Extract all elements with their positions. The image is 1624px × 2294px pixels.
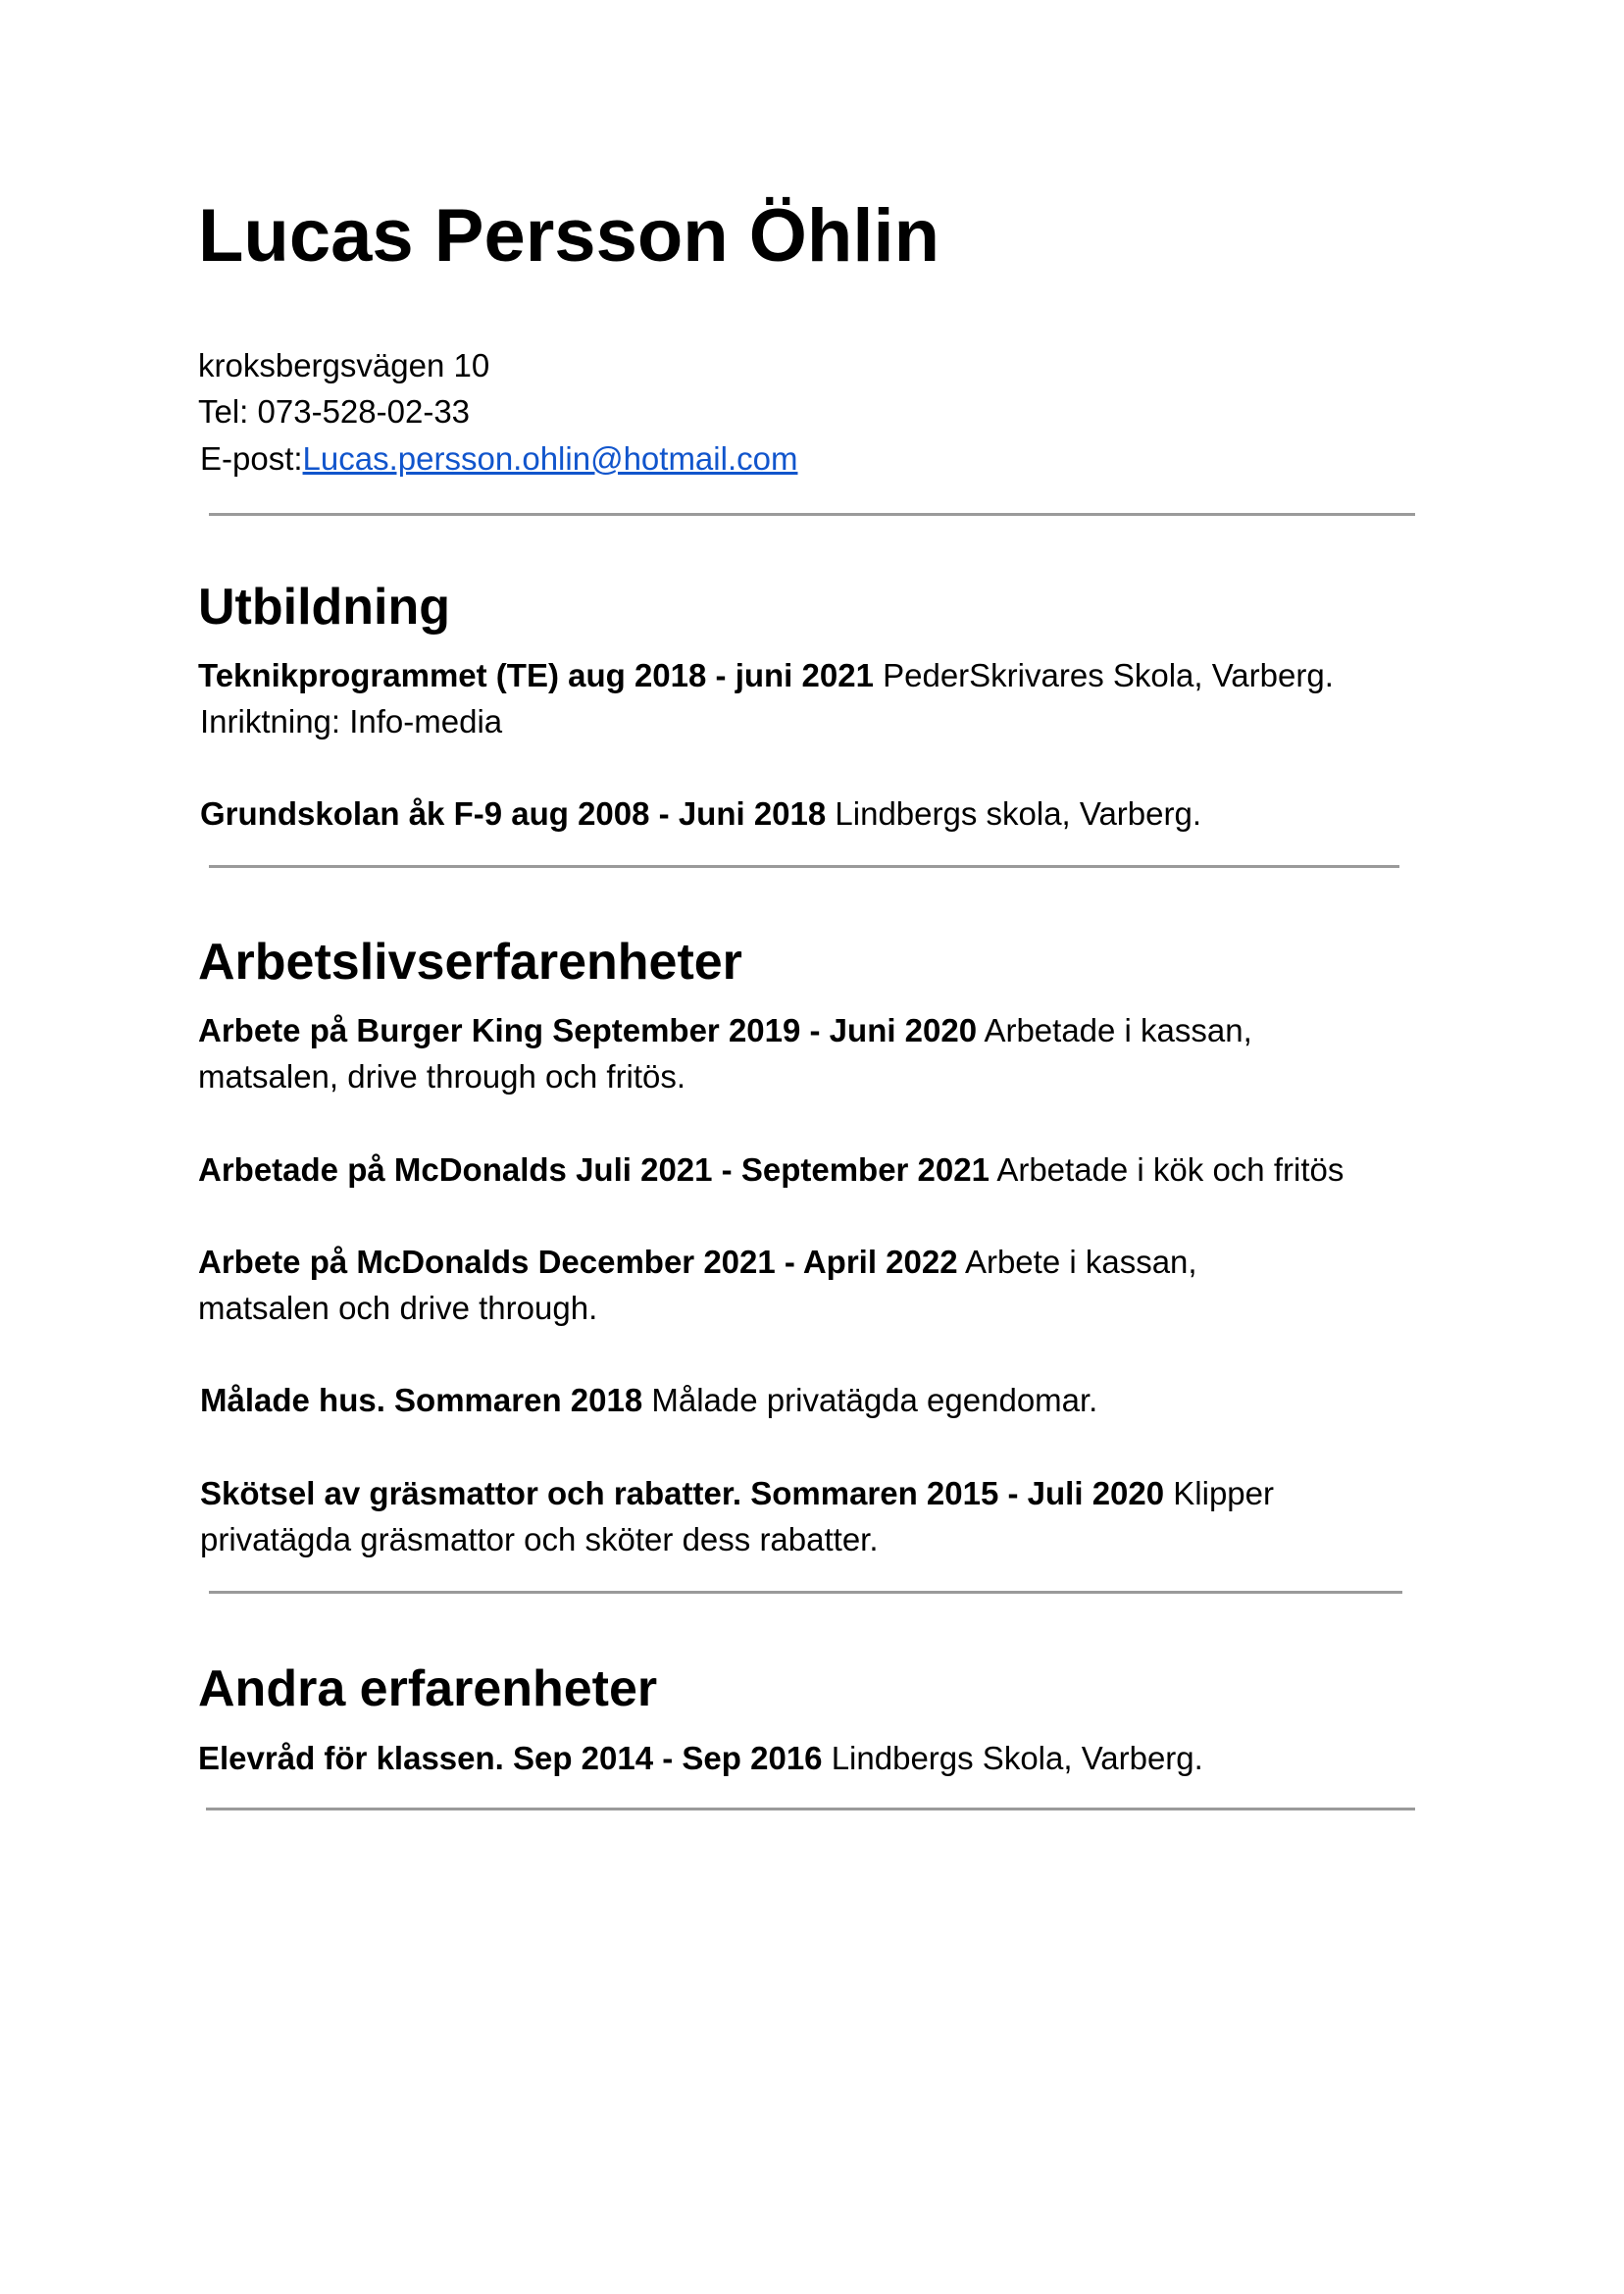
- education-item-title: Teknikprogrammet (TE) aug 2018 - juni 2021: [198, 657, 874, 693]
- divider: [209, 1591, 1402, 1594]
- work-item-detail: Arbete i kassan,: [957, 1244, 1197, 1280]
- work-item-cont: privatägda gräsmattor och sköter dess rabatter.: [200, 1521, 879, 1557]
- work-item-title: Målade hus. Sommaren 2018: [200, 1382, 643, 1418]
- section-heading-other: Andra erfarenheter: [198, 1660, 658, 1717]
- work-item-detail: Målade privatägda egendomar.: [642, 1382, 1098, 1418]
- education-item: [198, 653, 1334, 698]
- divider: [209, 865, 1399, 868]
- work-item-cont: matsalen, drive through och fritös.: [198, 1058, 686, 1095]
- address: kroksbergsvägen 10: [198, 347, 490, 383]
- work-item-detail: Arbetade i kassan,: [977, 1012, 1252, 1048]
- education-item-detail: PederSkrivares Skola, Varberg.: [873, 657, 1334, 693]
- email-link[interactable]: Lucas.persson.ohlin@hotmail.com: [302, 440, 798, 477]
- work-item-title: Arbete på McDonalds December 2021 - April 2022: [198, 1244, 958, 1280]
- other-item-detail: Lindbergs Skola, Varberg.: [822, 1740, 1203, 1776]
- divider: [209, 513, 1415, 516]
- other-item: [198, 1736, 1203, 1781]
- work-item-cont: matsalen och drive through.: [198, 1290, 598, 1326]
- education-item: [200, 791, 1201, 837]
- divider: [206, 1808, 1415, 1810]
- page-title: Lucas Persson Öhlin: [198, 194, 939, 278]
- education-item-title: Grundskolan åk F-9 aug 2008 - Juni 2018: [200, 795, 827, 832]
- work-item: [198, 1147, 1344, 1193]
- work-item-title: Skötsel av gräsmattor och rabatter. Sommaren 2015 - Juli 2020: [200, 1475, 1165, 1511]
- phone: Tel: 073-528-02-33: [198, 393, 471, 430]
- section-heading-work: Arbetslivserfarenheter: [198, 934, 742, 991]
- other-item-title: Elevråd för klassen. Sep 2014 - Sep 2016: [198, 1740, 823, 1776]
- work-item-title: Arbete på Burger King September 2019 - Juni 2020: [198, 1012, 978, 1048]
- education-item-extra: Inriktning: Info-media: [200, 703, 503, 739]
- education-item-detail: Lindbergs skola, Varberg.: [826, 795, 1202, 832]
- email-line: [200, 437, 797, 481]
- work-item: [200, 1471, 1274, 1516]
- work-item: [198, 1240, 1197, 1285]
- work-item: [200, 1378, 1097, 1423]
- work-item: [198, 1008, 1252, 1053]
- section-heading-education: Utbildning: [198, 579, 451, 636]
- work-item-detail: Arbetade i kök och fritös: [989, 1151, 1345, 1188]
- email-label: E-post:: [200, 440, 303, 477]
- work-item-title: Arbetade på McDonalds Juli 2021 - September 2021: [198, 1151, 990, 1188]
- work-item-detail: Klipper: [1164, 1475, 1274, 1511]
